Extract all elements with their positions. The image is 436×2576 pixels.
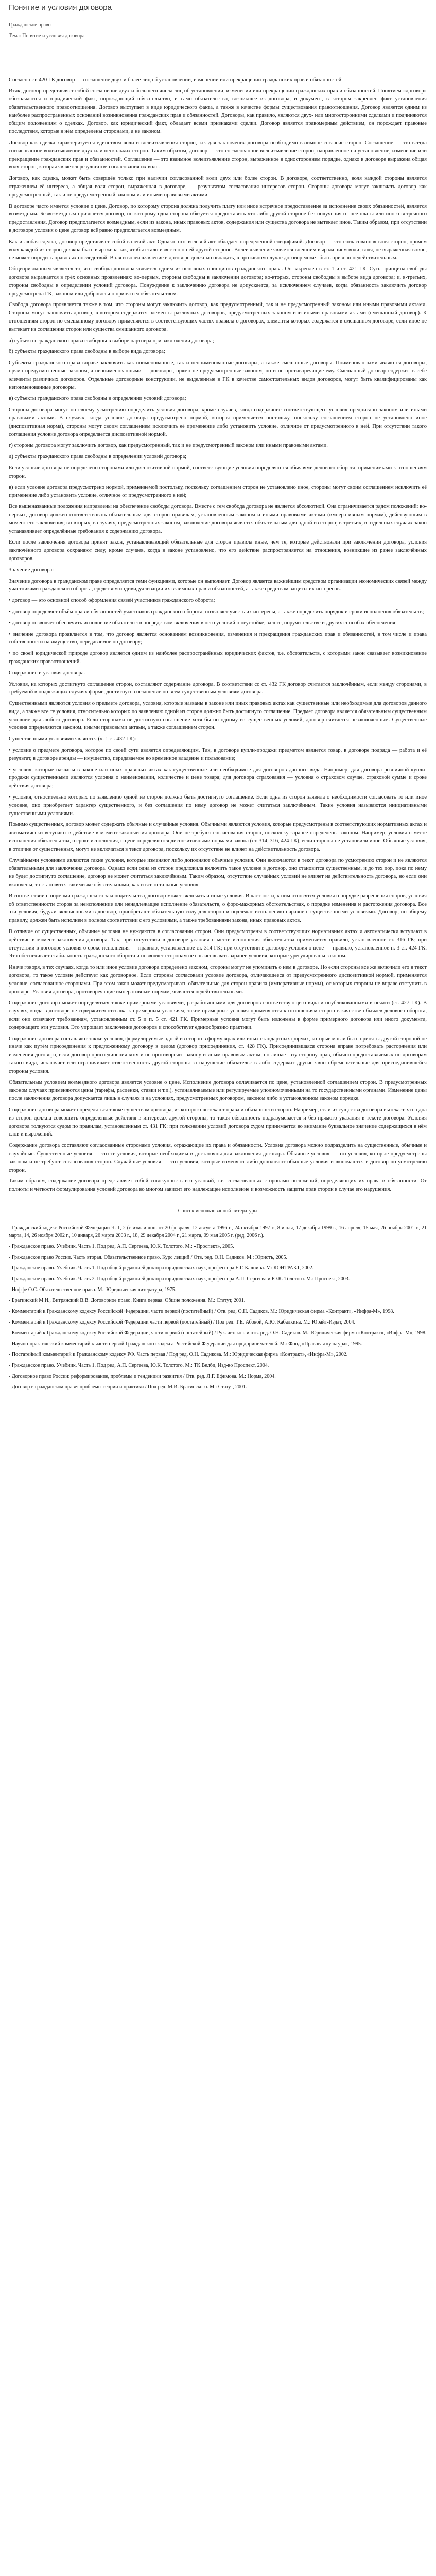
- document-title: Понятие и условия договора: [9, 3, 112, 12]
- reference-item: - Гражданский кодекс Российской Федерации Ч. 1, 2 (с изм. и доп. от 20 февраля, 12 августа 1996 г., 24 октября 1997 г., 8 июля, 17 декабря 1999 г., 16 апреля, 15 мая, 26 ноября 2001 г., 21 марта, 14, 26 ноября 2002 г., 10 января, 26 марта 2003 г., 18, 29 декабря 2004 г., 21 марта, 09 мая 2005 г. (ред. 2006 г.).: [9, 1225, 427, 1239]
- body-paragraph: Условия, на которых достигнуто соглашение сторон, составляют содержание договора. В соответствии со ст. 432 ГК договор считается заключённым, если между сторонами, в требуемой в подлежащих случаях форме, достигнуто соглашение по всем существенным условиям договора.: [9, 681, 427, 696]
- body-paragraph: Помимо существенных, договор может содержать обычные и случайные условия. Обычными являются условия, которые предусмотрены в соответствующих нормативных актах и автоматически вступают в действие в момент заключения договора. Они не требуют согласования сторон, поскольку заранее определены законом. Например, условия о месте исполнения обязательства, о сроке исполнения, о цене определяются диспозитивными нормами закона (ст. 314, 316, 424 ГК), если стороны не установили иное. Обычные условия, в отличие от существенных, могут не включаться в текст договора, поскольку их отсутствие не влияет на действительность договора.: [9, 822, 427, 852]
- body-paragraph: в) субъекты гражданского права свободны в определении условий договора;: [9, 396, 186, 402]
- body-paragraph: Все вышеназванные положения направлены на обеспечение свободы договора. Вместе с тем свобода договора не является абсолютной. Она ограничивается рядом положений: во-первых, договор должен соответствовать обязательным для сторон правилам, установленным законом и иными правовыми актами (императивным нормам), действующим в момент его заключения; во-вторых, в случаях, предусмотренных законом, заключение договора является обязательным для одной из сторон; в-третьих, в отдельных случаях закон устанавливает определённые требования к содержанию договора.: [9, 504, 427, 534]
- body-paragraph: а) субъекты гражданского права свободны в выборе партнера при заключении договора;: [9, 337, 214, 344]
- reference-item: - Гражданское право России. Часть вторая. Обязательственное право. Курс лекций / Отв. ред. О.Н. Садиков. М.: Юристъ, 2005.: [9, 1255, 287, 1261]
- body-paragraph: Случайными условиями являются такие условия, которые изменяют либо дополняют обычные условия. Они включаются в текст договора по усмотрению сторон и не являются обязательными для заключения договора. Однако если одна из сторон предложила включить такое условие в договор, оно становится существенным, и до тех пор, пока по нему не будет достигнуто соглашение, договор не может считаться заключённым. Таким образом, отсутствие случайных условий не влияет на действительность договора, но если они включены, то становятся такими же обязательными, как и все остальные условия.: [9, 857, 427, 888]
- body-paragraph: Содержание договора составляют согласованные сторонами условия, отражающие их права и обязанности. Условия договора можно подразделить на существенные, обычные и случайные. Существенные условия — это те условия, которые необходимы и достаточны для заключения договора. Обычные условия — это условия, которые предусмотрены законом и не требуют согласования сторон. Случайные условия — это условия, которые изменяют либо дополняют обычные условия и включаются в договор по усмотрению сторон.: [9, 1143, 427, 1173]
- body-paragraph: Свобода договора проявляется также в том, что стороны могут заключить договор, как предусмотренный, так и не предусмотренный законом или иными правовыми актами. Стороны могут заключить договор, в котором содержатся элементы различных договоров, предусмотренных законом или иными правовыми актами (смешанный договор). К отношениям сторон по смешанному договору применяются в соответствующих частях правила о договорах, элементы которых содержатся в смешанном договоре, если иное не вытекает из соглашения сторон или существа смешанного договора.: [9, 302, 427, 332]
- document-body: [9, 76, 427, 1194]
- body-paragraph: Содержание договора может определяться также примерными условиями, разработанными для договоров соответствующего вида и опубликованными в печати (ст. 427 ГК). В случаях, когда в договоре не содержится отсылка к примерным условиям, такие примерные условия применяются к отношениям сторон в качестве обычаев делового оборота, если они отвечают требованиям, установленным ст. 5 и п. 5 ст. 421 ГК. Примерные условия могут быть изложены в форме примерного договора или иного документа, содержащего эти условия. Это упрощает заключение договоров и способствует единообразию практики.: [9, 1000, 427, 1030]
- reference-item: - Договор в гражданском праве: проблемы теории и практики / Под ред. М.И. Брагинского. М.: Статут, 2001.: [9, 1384, 247, 1391]
- body-paragraph: Иначе говоря, в тех случаях, когда то или иное условие договора определено законом, стороны могут не упоминать о нём в договоре. Но если стороны всё же включили его в текст договора, то такое условие действует как договорное. Если стороны согласовали условие договора, отличающееся от предусмотренного диспозитивной нормой, применяется условие, согласованное сторонами. При этом закон может предусматривать обязательные для сторон правила (императивные нормы), от которых стороны не вправе отступить в договоре. Условия договора, противоречащие императивным нормам, являются недействительными.: [9, 964, 427, 995]
- body-paragraph: • договор позволяет обеспечить исполнение обязательств посредством включения в него условий о неустойке, залоге, поручительстве и других способах обеспечения;: [9, 620, 397, 626]
- body-paragraph: Субъекты гражданского права вправе заключить как поименованные, так и непоименованные договоры, а также смешанные договоры. Поименованными являются договоры, прямо предусмотренные законом, а непоименованными — договоры, прямо не предусмотренные законом, но и не противоречащие ему. Смешанный договор содержит в себе элементы различных договоров. Отдельные договорные конструкции, не выделенные в ГК в качестве самостоятельных видов договоров, могут быть квалифицированы как непоименованные договоры.: [9, 360, 427, 391]
- document-header: [9, 21, 427, 40]
- body-paragraph: • условие о предмете договора, которое по своей сути является определяющим. Так, в договоре купли-продажи предметом является товар, в договоре подряда — работа и её результат, в договоре аренды — имущество, передаваемое во временное владение и пользование;: [9, 748, 427, 761]
- reference-item: - Комментарий к Гражданскому кодексу Российской Федерации, части первой (постатейный) / Рук. авт. кол. и отв. ред. О.Н. Садиков. М.: Юридическая фирма «Контракт», «Инфра-М», 1998.: [9, 1330, 427, 1336]
- reference-item: - Комментарий к Гражданскому кодексу Российской Федерации части первой (постатейный) / Под ред. Т.Е. Абовой, А.Ю. Кабалкина. М.: Юрайт-Издат, 2004.: [9, 1319, 356, 1326]
- body-paragraph: • договор — это основной способ оформления связей участников гражданского оборота;: [9, 598, 215, 604]
- references-title: Список использованной литературы: [178, 1208, 258, 1214]
- reference-item: - Постатейный комментарий к Гражданскому кодексу РФ. Часть первая / Под ред. О.Н. Садикова. М.: Юридическая фирма «Контракт», «Инфра-М», 2002.: [9, 1352, 348, 1358]
- body-paragraph: Если условие договора не определено сторонами или диспозитивной нормой, соответствующие условия определяются обычаями делового оборота, применимыми к отношениям сторон.: [9, 465, 427, 479]
- body-paragraph: В договоре часто имеется условие о цене. Договор, по которому сторона должна получить плату или иное встречное предоставление за исполнение своих обязанностей, является возмездным. Безвозмездным признаётся договор, по которому одна сторона обязуется предоставить что-либо другой стороне без получения от неё платы или иного встречного предоставления. Договор предполагается возмездным, если из закона, иных правовых актов, содержания или существа договора не вытекает иное. Таким образом, при отсутствии в договоре условия о цене договор всё равно предполагается возмездным.: [9, 203, 427, 234]
- body-paragraph: Таким образом, содержание договора представляет собой совокупность его условий, т.е. согласованных сторонами положений, определяющих их права и обязанности. От полноты и чёткости формулирования условий договора во многом зависит его надлежащее исполнение и возможность защиты прав сторон в случае его нарушения.: [9, 1178, 427, 1193]
- reference-item: - Комментарий к Гражданскому кодексу Российской Федерации, части первой (постатейный) / Отв. ред. О.Н. Садиков. М.: Юридическая фирма «Контракт», «Инфра-М», 1998.: [9, 1309, 394, 1315]
- body-paragraph: Значение договора:: [9, 567, 54, 573]
- body-paragraph: Обязательным условием возмездного договора является условие о цене. Исполнение договора оплачивается по цене, установленной соглашением сторон. В предусмотренных законом случаях применяются цены (тарифы, расценки, ставки и т.п.), устанавливаемые или регулируемые уполномоченными на то государственными органами. Изменение цены после заключения договора допускается лишь в случаях и на условиях, предусмотренных договором, законом либо в установленном законом порядке.: [9, 1079, 427, 1102]
- body-paragraph: Содержание и условия договора.: [9, 670, 85, 676]
- body-paragraph: Содержание договора может определяться также существом договора, из которого вытекают права и обязанности сторон. Например, если из существа договора вытекает, что одна из сторон должна совершить определённые действия в интересах другой стороны, то такая обязанность подразумевается и без прямого указания в тексте договора. Условия договора толкуются судом по правилам, установленным ст. 431 ГК: при толковании условий договора судом принимается во внимание буквальное значение содержащихся в нём слов и выражений.: [9, 1107, 427, 1138]
- body-paragraph: • условия, которые названы в законе или иных правовых актах как существенные или необходимые для договоров данного вида. Например, для договора розничной купли-продажи существенными являются условия о наименовании, количестве и цене товара; для договора страхования — условия о страховом случае, страховой сумме и сроке действия договора;: [9, 767, 427, 789]
- body-paragraph: в) если условие договора предусмотрено нормой, применяемой постольку, поскольку соглашением сторон не установлено иное, стороны могут своим соглашением исключить её применение либо установить условие, отличное от предусмотренного в ней;: [9, 484, 427, 499]
- body-paragraph: • договор определяет объём прав и обязанностей участников гражданского оборота, позволяет учесть их интересы, а также определить порядок и сроки исполнения обязательств;: [9, 608, 424, 615]
- body-paragraph: г) стороны договора могут заключить договор, как предусмотренный, так и не предусмотренный законом или иными правовыми актами.: [9, 443, 328, 449]
- body-paragraph: Значение договора в гражданском праве определяется теми функциями, которые он выполняет. Договор является важнейшим средством организации экономических связей между участниками гражданского оборота, средством индивидуализации их взаимных прав и обязанностей, а также средством защиты их интересов.: [9, 578, 427, 592]
- reference-item: - Договорное право России: реформирование, проблемы и тенденции развития / Отв. ред. Л.Г. Ефимова. М.: Норма, 2004.: [9, 1374, 276, 1380]
- body-paragraph: В отличие от существенных, обычные условия не нуждаются в согласовании сторон. Они предусмотрены в соответствующих нормативных актах и автоматически вступают в действие в момент заключения договора. Так, при отсутствии в договоре условия о месте исполнения обязательства применяется правило, установленное ст. 316 ГК; при отсутствии в договоре условия о сроке исполнения — правило, установленное ст. 314 ГК; при отсутствии в договоре условия о цене — правило, установленное п. 3 ст. 424 ГК. Это обеспечивает стабильность гражданского оборота и позволяет сторонам не согласовывать заранее условия, которые урегулированы законом.: [9, 929, 427, 959]
- body-paragraph: Существенными условиями являются (ч. 1 ст. 432 ГК):: [9, 736, 136, 742]
- reference-item: - Гражданское право. Учебник. Часть 2. Под общей редакцией доктора юридических наук, профессора А.П. Сергеева и Ю.К. Толстого. М.: Проспект, 2003.: [9, 1276, 350, 1282]
- body-paragraph: Согласно ст. 420 ГК договор — соглашение двух и более лиц об установлении, изменении или прекращении гражданских прав и обязанностей.: [9, 77, 343, 83]
- body-paragraph: • условия, относительно которых по заявлению одной из сторон должно быть достигнуто соглашение. Если одна из сторон заявила о необходимости согласовать то или иное условие, оно приобретает характер существенного, и без соглашения по нему договор не может считаться заключённым. Такие условия называются инициативными существенными условиями.: [9, 794, 427, 817]
- body-paragraph: Договор, как сделка, может быть совершён только при наличии согласованной воли двух или более сторон. В договоре, соответственно, воля каждой стороны является отражением её интереса, а общая воля сторон, выраженная в договоре, — результатом согласования интересов сторон. Стороны договора могут заключать договор как предусмотренный, так и не предусмотренный законом или иными правовыми актами.: [9, 176, 427, 198]
- body-paragraph: Содержание договора составляют также условия, формулируемые одной из сторон в формулярах или иных стандартных формах, которые могли быть приняты другой стороной не иначе как путём присоединения к предложенному договору в целом (договор присоединения, ст. 428 ГК). Присоединившаяся сторона вправе потребовать расторжения или изменения договора, если договор присоединения хотя и не противоречит закону и иным правовым актам, но лишает эту сторону прав, обычно предоставляемых по договорам такого вида, исключает или ограничивает ответственность другой стороны за нарушение обязательств либо содержит другие явно обременительные для присоединившейся стороны условия.: [9, 1036, 427, 1074]
- reference-item: - Иоффе О.С. Обязательственное право. М.: Юридическая литература, 1975.: [9, 1287, 177, 1293]
- body-paragraph: В соответствии с нормами гражданского законодательства, договор может включать и иные условия. В частности, к ним относятся условия о порядке разрешения споров, условия об ответственности сторон за неисполнение или ненадлежащее исполнение обязательств, о форс-мажорных обстоятельствах, о порядке изменения и расторжения договора. Все эти условия, будучи включёнными в договор, приобретают обязательную силу для сторон и подлежат исполнению наравне с существенными условиями. Договор, по общему правилу, должен быть исполнен в полном соответствии с его условиями, а также требованиями закона, иных правовых актов.: [9, 893, 427, 924]
- reference-item: - Гражданское право. Учебник. Часть 1. Под общей редакцией доктора юридических наук, профессора Е.Г. Калпина. М: КОНТРАКТ, 2002.: [9, 1265, 314, 1272]
- body-paragraph: Стороны договора могут по своему усмотрению определить условия договора, кроме случаев, когда содержание соответствующего условия предписано законом или иными правовыми актами. В случаях, когда условие договора предусмотрено нормой, которая применяется постольку, поскольку соглашением сторон не установлено иное (диспозитивная норма), стороны могут своим соглашением исключить её применение либо установить условие, отличное от предусмотренного в ней. При отсутствии такого соглашения условие договора определяется диспозитивной нормой.: [9, 407, 427, 437]
- body-paragraph: Общепризнанным является то, что свобода договора является одним из основных принципов гражданского права. Он закреплён в ст. 1 и ст. 421 ГК. Суть принципа свободы договора выражается в трёх основных проявлениях: во-первых, стороны свободны в заключении договора; во-вторых, стороны свободны в выборе вида договора; и, в-третьих, стороны свободны в определении условий договора. Понуждение к заключению договора не допускается, за исключением случаев, когда обязанность заключить договор предусмотрена ГК, законом или добровольно принятым обязательством.: [9, 266, 427, 297]
- body-paragraph: Договор как сделка характеризуется единством воли и волеизъявления сторон, т.е. для заключения договора необходимо взаимное согласие сторон. Соглашение — это всегда согласованное волеизъявление двух или нескольких сторон. Таким образом, договор — это согласованное волеизъявление сторон, направленное на установление, изменение или прекращение гражданских прав и обязанностей. Соглашение — это взаимное волеизъявление сторон, выраженное в одностороннем порядке, однако в договоре выражена общая воля сторон, которая является результатом согласования их воль.: [9, 140, 427, 171]
- reference-item: - Гражданское право. Учебник. Часть 1. Под ред. А.П. Сергеева, Ю.К. Толстого. М.: ТК Велби, Изд-во Проспект, 2004.: [9, 1363, 269, 1369]
- references-list: [9, 1224, 427, 1391]
- body-paragraph: Как и любая сделка, договор представляет собой волевой акт. Однако этот волевой акт обладает определённой спецификой. Договор — это согласованная воля сторон, причём воля каждой из сторон должна быть выражена так, чтобы стало известно о ней другой стороне. Волеизъявление является внешним выражением воли; воля, не выраженная вовне, не может породить правовых последствий. Воля и волеизъявление в договоре должны совпадать, в противном случае договор может быть признан недействительным.: [9, 239, 427, 261]
- reference-item: - Брагинский М.И., Витрянский В.В. Договорное право. Книга первая. Общие положения. М.: Статут, 2001.: [9, 1298, 246, 1304]
- reference-item: - Гражданское право. Учебник. Часть 1. Под ред. А.П. Сергеева, Ю.К. Толстого. М.: «Проспект», 2005.: [9, 1244, 234, 1250]
- body-paragraph: б) субъекты гражданского права свободны в выборе вида договора;: [9, 349, 165, 355]
- body-paragraph: • значение договора проявляется в том, что договор является основанием возникновения, изменения и прекращения гражданских прав и обязанностей, в том числе и права собственности на имущество, передаваемое по договору;: [9, 631, 427, 646]
- topic-label: Тема: Понятие и условия договора: [9, 33, 85, 39]
- body-paragraph: Итак, договор представляет собой соглашение двух и большего числа лиц об установлении, изменении или прекращении гражданских прав и обязанностей. Понятием «договор» обозначаются и юридический факт, порождающий обязательство, и само обязательство, возникшее из договора, и документ, в котором закреплен факт установления обязательственного правоотношения. Договор выступает в виде юридического факта, а также в качестве формы существования правоотношения. Договор является одним из наиболее распространенных оснований возникновения гражданских прав и обязанностей. Договоры, как правило, являются двух- или многосторонними сделками и подчиняются общим положениям о сделках. Договор, как юридический факт, обладает всеми признаками сделки. Договор является правомерным действием, он порождает правовые последствия, которые в нём определены сторонами, а не законом.: [9, 88, 427, 135]
- body-paragraph: Если после заключения договора принят закон, устанавливающий обязательные для сторон правила иные, чем те, которые действовали при заключении договора, условия заключённого договора сохраняют силу, кроме случаев, когда в законе установлено, что его действие распространяется на отношения, возникшие из ранее заключённых договоров.: [9, 539, 427, 562]
- body-paragraph: д) субъекты гражданского права свободны в определении условий договора;: [9, 454, 187, 460]
- body-paragraph: Существенными являются условия о предмете договора, условия, которые названы в законе или иных правовых актах как существенные или необходимые для договоров данного вида, а также все те условия, относительно которых по заявлению одной из сторон должно быть достигнуто соглашение. Предмет договора является обязательным существенным условием для любого договора. Если сторонами не достигнуто соглашение хотя бы по одному из существенных условий, договор считается незаключённым. Существенные условия определяются законом, иными правовыми актами, а также соглашением сторон.: [9, 701, 427, 731]
- reference-item: - Научно-практический комментарий к части первой Гражданского кодекса Российской Федерации для предпринимателей. М.: Фонд «Правовая культура», 1995.: [9, 1341, 362, 1347]
- body-paragraph: • по своей юридической природе договор является одним из наиболее распространённых юридических фактов, т.е. обстоятельств, с которыми закон связывает возникновение гражданских правоотношений.: [9, 651, 427, 665]
- discipline-label: Гражданское право: [9, 22, 51, 28]
